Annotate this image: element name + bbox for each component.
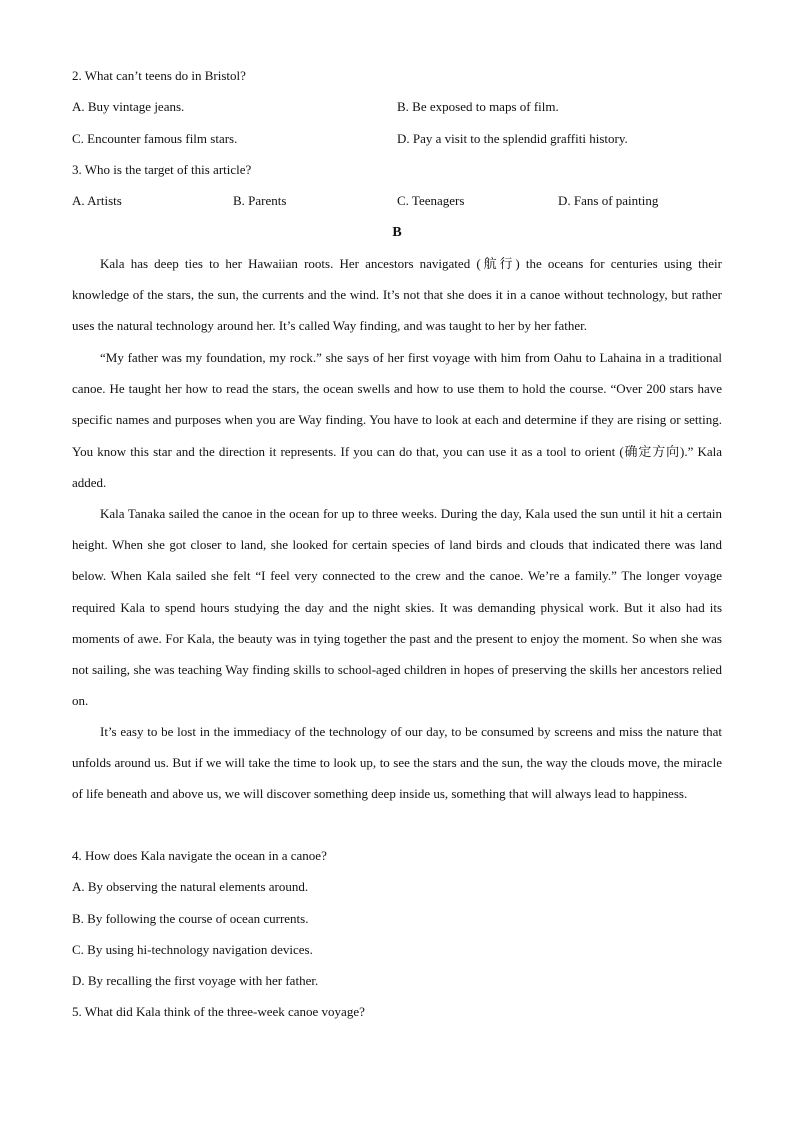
passage-paragraph-1: Kala has deep ties to her Hawaiian roots. Her ancestors navigated (航行) the oceans for centuries using their knowledge of the stars, the sun, the currents and the wind. It’s not that she does it in a canoe without technology, but rather uses the natural technology around her. It’s called Way finding, and was taught to her by her father. [72, 256, 722, 334]
question-3-option-a: A. Artists [72, 193, 122, 208]
question-5-stem: 5. What did Kala think of the three-week canoe voyage? [72, 1004, 365, 1019]
question-4-option-b: B. By following the course of ocean currents. [72, 911, 309, 926]
question-3-option-d: D. Fans of painting [558, 193, 659, 208]
question-4-option-d: D. By recalling the first voyage with her father. [72, 973, 319, 988]
passage-paragraph-3: Kala Tanaka sailed the canoe in the ocean for up to three weeks. During the day, Kala used the sun until it hit a certain height. When she got closer to land, she looked for certain species of land birds and clouds that indicated there was land below. When Kala sailed she felt “I feel very connected to the crew and the canoe. We’re a family.” The longer voyage required Kala to spend hours studying the day and the night skies. It was demanding physical work. But it also had its moments of awe. For Kala, the beauty was in tying together the past and the present to enjoy the moment. So when she was not sailing, she was teaching Way finding skills to school-aged children in hopes of preserving the skills her ancestors relied on. [72, 506, 722, 709]
question-3-option-b: B. Parents [233, 193, 287, 208]
question-2-option-a: A. Buy vintage jeans. [72, 99, 185, 114]
question-2-option-d: D. Pay a visit to the splendid graffiti history. [397, 131, 628, 146]
question-4-stem: 4. How does Kala navigate the ocean in a canoe? [72, 848, 327, 863]
question-2-stem: 2. What can’t teens do in Bristol? [72, 68, 246, 83]
section-b-title: B [392, 225, 402, 240]
passage-paragraph-2: “My father was my foundation, my rock.” she says of her first voyage with him from Oahu to Lahaina in a traditional canoe. He taught her how to read the stars, the ocean swells and how to use them to hold the course. “Over 200 stars have specific names and purposes when you are Way finding. You have to look at each and determine if they are rising or setting. You know this star and the direction it represents. If you can do that, you can use it as a tool to orient (确定方向).” Kala added. [72, 350, 722, 490]
question-3-stem: 3. Who is the target of this article? [72, 162, 252, 177]
passage-paragraph-4: It’s easy to be lost in the immediacy of the technology of our day, to be consumed by screens and miss the nature that unfolds around us. But if we will take the time to look up, to see the stars and the sun, the way the clouds move, the miracle of life beneath and above us, we will discover something deep inside us, something that will always lead to happiness. [72, 724, 722, 802]
question-2-option-b: B. Be exposed to maps of film. [397, 99, 559, 114]
question-3-option-c: C. Teenagers [397, 193, 465, 208]
question-4-option-c: C. By using hi-technology navigation devices. [72, 942, 313, 957]
question-2-option-c: C. Encounter famous film stars. [72, 131, 238, 146]
question-4-option-a: A. By observing the natural elements around. [72, 879, 309, 894]
